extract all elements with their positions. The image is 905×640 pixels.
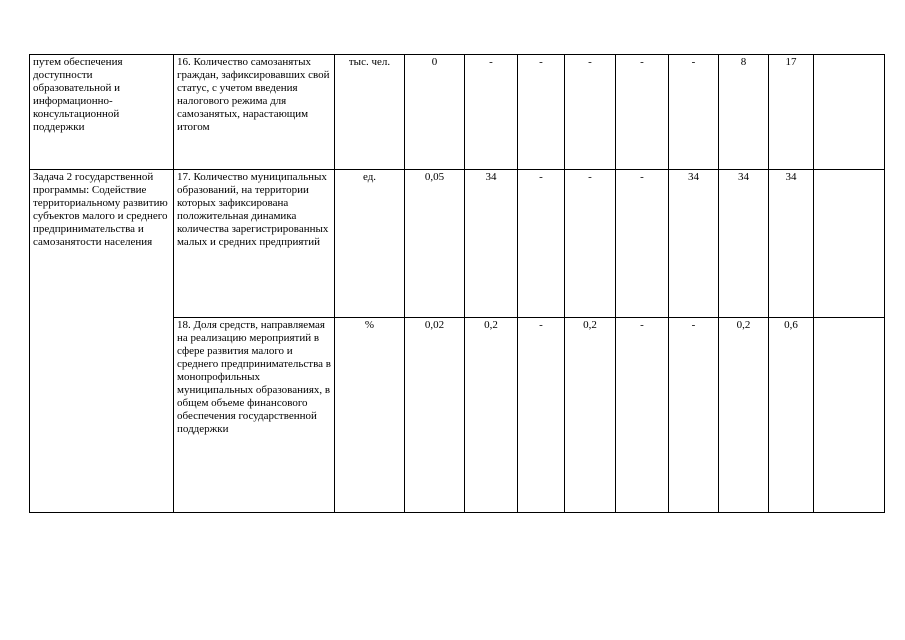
table-row — [30, 55, 885, 170]
table-row — [30, 170, 885, 318]
value-cell: 34 — [465, 170, 518, 318]
indicators-table — [29, 54, 885, 513]
value-cell — [814, 55, 885, 170]
value-cell: - — [465, 55, 518, 170]
unit-cell: % — [335, 318, 405, 513]
value-cell: - — [616, 170, 669, 318]
value-cell — [814, 170, 885, 318]
unit-cell: тыс. чел. — [335, 55, 405, 170]
value-cell: 0,02 — [405, 318, 465, 513]
value-cell: - — [669, 55, 719, 170]
value-cell: - — [616, 55, 669, 170]
value-cell: - — [518, 55, 565, 170]
value-cell: 0,2 — [719, 318, 769, 513]
value-cell: 0,6 — [769, 318, 814, 513]
value-cell: - — [565, 55, 616, 170]
value-cell: - — [518, 170, 565, 318]
indicator-cell: 16. Количество самозанятых граждан, зафиксировавших свой статус, с учетом введения налогового режима для самозанятых, нарастающим итогом — [174, 55, 335, 170]
task-cell: путем обеспечения доступности образовательной и информационно-консультационной поддержки — [30, 55, 174, 170]
value-cell: 34 — [669, 170, 719, 318]
value-cell: 34 — [719, 170, 769, 318]
value-cell: 0,05 — [405, 170, 465, 318]
value-cell: 34 — [769, 170, 814, 318]
value-cell: 0 — [405, 55, 465, 170]
value-cell: 0,2 — [465, 318, 518, 513]
task-cell: Задача 2 государственной программы: Содействие территориальному развитию субъектов малого и среднего предпринимательства и самозанятости населения — [30, 170, 174, 513]
unit-cell: ед. — [335, 170, 405, 318]
value-cell: - — [565, 170, 616, 318]
value-cell — [814, 318, 885, 513]
indicator-cell: 18. Доля средств, направляемая на реализацию мероприятий в сфере развития малого и среднего предпринимательства в монопрофильных муниципальных образованиях, в общем объеме финансового обеспечения государственной поддержки — [174, 318, 335, 513]
value-cell: - — [669, 318, 719, 513]
value-cell: 17 — [769, 55, 814, 170]
value-cell: 8 — [719, 55, 769, 170]
value-cell: - — [616, 318, 669, 513]
value-cell: - — [518, 318, 565, 513]
value-cell: 0,2 — [565, 318, 616, 513]
indicator-cell: 17. Количество муниципальных образований, на территории которых зафиксирована положительная динамика количества зарегистрированных малых и средних предприятий — [174, 170, 335, 318]
